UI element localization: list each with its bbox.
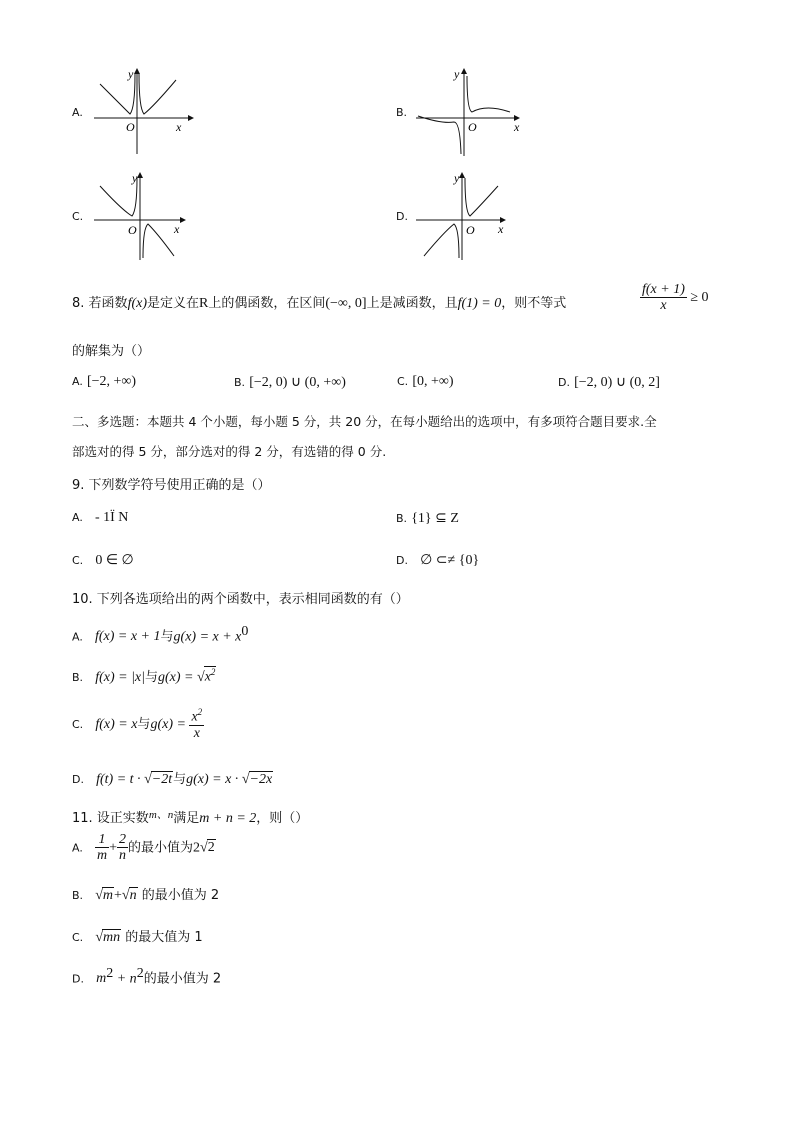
q10-option-a[interactable] [72,624,248,645]
q11-text: 满足 [173,811,200,826]
q10-option-c[interactable] [72,708,204,741]
option-label: A. [72,630,83,644]
q11-text: 11. 设正实数 [72,811,149,826]
q11-a-n1: 1 [95,832,109,848]
q10-sep: 与 [137,717,151,733]
q10-c-den: x [193,726,200,742]
option-label: D. [558,376,570,389]
q8-inequality [640,282,709,314]
axis-y-label: y [132,171,138,185]
option-value: [0, +∞) [412,374,454,389]
q9-option-d[interactable] [396,552,479,569]
q10-d-rad1: −2t [151,772,173,787]
q11-option-b[interactable]: B. √m+√n 的最小值为 2 [72,888,220,903]
q11-d-e2: 2 [136,966,144,981]
q8-option-c[interactable] [397,374,454,390]
option-label: D. [72,773,84,786]
q10-a-exp: 0 [241,624,249,639]
option-label: C. [72,931,84,944]
q9-option-c[interactable] [72,552,134,569]
graph-b [414,66,529,158]
q8-frac-num: f(x + 1) [642,282,685,297]
q8-fx: f(x) [127,296,147,311]
axis-x-label: x [498,222,504,236]
option-c-label: C. [72,210,84,223]
q10-a-g: g(x) = x + x [173,629,242,645]
q11-c-text: 的最大值为 1 [125,930,203,945]
q8-ineq: ≥ 0 [690,290,709,306]
q10-c-f: f(x) = x [95,717,138,733]
option-label: C. [72,718,84,732]
option-label: A. [72,841,83,855]
q11-d-m: m [96,971,107,987]
axis-y-label: y [454,67,460,81]
q8-text: 上是减函数，且 [366,296,458,311]
q8-interval: (−∞, 0] [325,296,367,311]
option-value: - 1Ï N [94,510,129,525]
q8-text: 若函数 [88,296,128,311]
axis-x-label: x [514,120,520,134]
q10-sep: 与 [173,772,187,787]
q11-b-r1: m [102,888,113,903]
q10-option-b[interactable]: B. f(x) = |x|与$g(x) = √x^2$ [72,667,216,685]
q11-option-a[interactable]: A. $\frac{1}{m}$ + $\frac{2}{n}$ 的最小值为2√2 [72,832,215,864]
q11-a-rad: 2 [207,840,215,856]
q8-f1: f(1) = 0 [457,296,502,311]
graph-a [92,66,202,156]
option-b-label: B. [396,106,408,119]
q11-a-n2: 2 [119,832,126,847]
q8-frac-den: x [660,298,667,314]
q8-number: 8. [72,296,85,311]
axis-x-label: x [174,222,180,236]
q11-c-r: mn [103,930,121,945]
q10-c-exp: 2 [197,707,203,717]
q10-d-f: f(t) = t · [96,772,145,787]
option-value: [−2, 0) ∪ (0, 2] [574,375,660,390]
origin-label: O [126,120,135,134]
q10-b-rad: x [204,670,211,685]
q11-b-r2: n [129,888,137,903]
q9-option-a[interactable] [72,510,128,526]
section2-line2: 部选对的得 5 分，部分选对的得 2 分，有选错的得 0 分. [72,444,387,459]
q9-option-b[interactable] [396,510,459,527]
q8-line1 [72,292,566,312]
q10-b-f: f(x) = |x| [95,670,145,685]
q10-c-num: x [191,709,198,725]
option-value: {1} ⊆ Z [411,511,459,526]
q8-option-a[interactable] [72,374,136,390]
q8-option-d[interactable] [558,374,660,391]
q10-sep: 与 [160,629,174,645]
option-label: B. [72,671,84,684]
origin-label: O [128,223,137,237]
option-label: B. [234,376,246,389]
q11-a-text: 的最小值为 [128,840,194,856]
option-label: A. [72,511,83,524]
option-a-label: A. [72,106,83,119]
q11-a-d2: n [119,848,126,864]
q11-text: ，则（） [256,811,309,826]
axis-y-label: y [128,67,134,81]
q11-vars: m、n [148,809,174,821]
q11-d-plus: + n [113,971,137,987]
q8-line2: 的解集为（） [72,344,151,359]
graph-d [414,170,524,262]
option-value: [−2, 0) ∪ (0, +∞) [249,375,346,390]
q10-c-g: g(x) = [150,717,190,733]
q8-r: R [199,296,209,311]
q10-a-f: f(x) = x + 1 [94,629,161,645]
option-value: ∅ ⊂≠ {0} [420,553,480,568]
q11-option-d[interactable] [72,966,221,987]
option-label: B. [396,512,408,525]
q9-title: 9. 下列数学符号使用正确的是（） [72,478,271,493]
q8-text: 上的偶函数，在区间 [208,296,326,311]
q11-a-plus: + [109,840,117,856]
q10-b-g: g(x) = [158,670,197,685]
q8-option-b[interactable] [234,374,346,391]
q11-option-c[interactable]: C. √mn 的最大值为 1 [72,930,203,945]
option-label: D. [72,972,84,986]
q11-a-d1: m [96,848,108,864]
option-value: 0 ∈ ∅ [95,553,134,568]
q11-b-text: 的最小值为 2 [141,888,220,903]
q11-d-e1: 2 [106,966,114,981]
q11-title [72,806,308,827]
origin-label: O [468,120,477,134]
q10-sep: 与 [144,670,158,685]
option-label: C. [397,375,409,388]
option-label: A. [72,375,83,388]
option-label: D. [396,554,408,567]
option-value: [−2, +∞) [86,374,137,389]
q11-a-val: 2 [193,840,201,856]
q10-title: 10. 下列各选项给出的两个函数中，表示相同函数的有（） [72,592,409,607]
origin-label: O [466,223,475,237]
option-label: C. [72,554,84,567]
q11-d-text: 的最小值为 2 [143,971,222,987]
section2-line1: 二、多选题：本题共 4 个小题，每小题 5 分，共 20 分，在每小题给出的选项中，有多项符合题目要求.全 [72,414,657,429]
axis-y-label: y [454,171,460,185]
option-d-label: D. [396,210,408,223]
q8-text: 是定义在 [147,296,200,311]
q11-b-plus: + [114,888,122,903]
q11-cond: m + n = 2 [199,811,257,826]
q8-text: ，则不等式 [501,296,567,311]
q10-b-exp: 2 [210,667,216,678]
q10-d-rad2: −2x [249,772,273,787]
axis-x-label: x [176,120,182,134]
option-label: B. [72,889,84,902]
q10-d-g: g(x) = x · [186,772,242,787]
q10-option-d[interactable]: D. f(t) = t · √−2t与g(x) = x · √−2x [72,772,273,787]
graph-c [92,170,202,262]
